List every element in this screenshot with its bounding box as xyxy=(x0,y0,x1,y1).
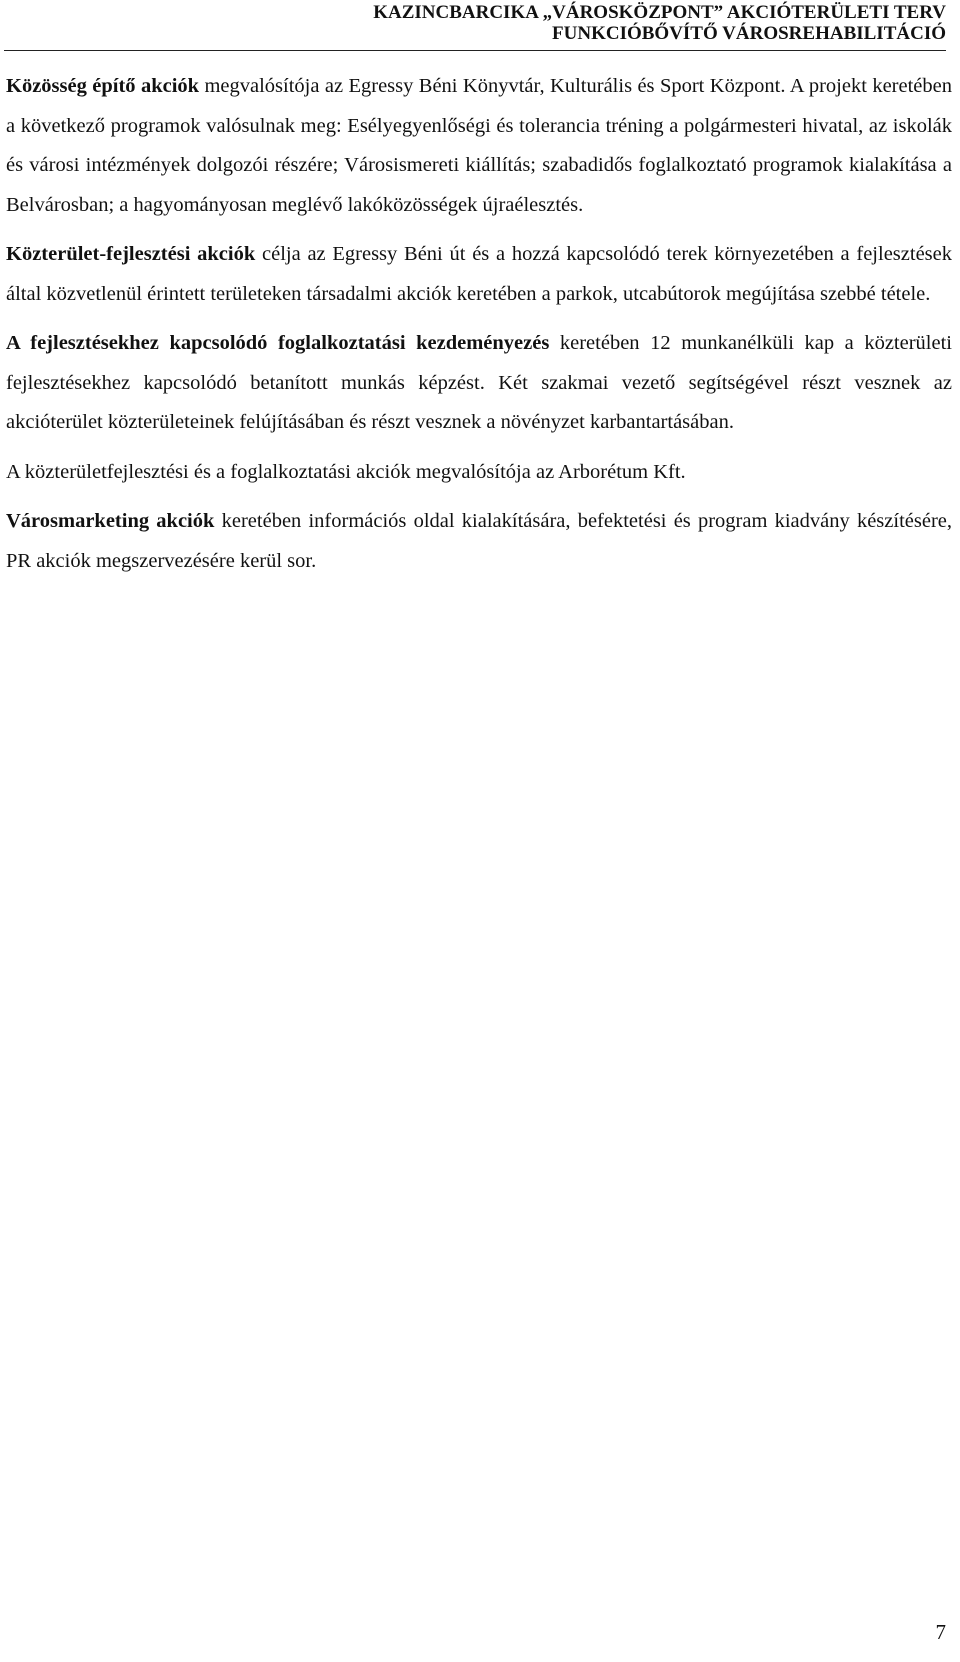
paragraph-text: keretében 12 munkanélküli kap a közterületi fejlesztésekhez kapcsolódó betanított munkás képzést. Két szakmai vezető segítségével részt vesznek az akcióterület közterületeinek felújításában és részt vesznek a növényzet karbantartásában. xyxy=(6,332,952,433)
paragraph-text: célja az Egressy Béni út és a hozzá kapcsolódó terek környezetében a fejlesztések által közvetlenül érintett területeken társadalmi akciók keretében a parkok, utcabútorok megújítása szebbé tétele. xyxy=(6,243,952,305)
paragraph-text: A közterületfejlesztési és a foglalkoztatási akciók megvalósítója az Arborétum Kft. xyxy=(6,460,686,483)
paragraph-employment-initiative xyxy=(6,324,952,443)
header-divider xyxy=(4,50,946,51)
paragraph-text: megvalósítója az Egressy Béni Könyvtár, Kulturális és Sport Központ. A projekt keretében a következő programok valósulnak meg: Esélyegyenlőségi és tolerancia tréning a polgármesteri hivatal, az iskolák és városi intézmények dolgozói részére; Városismereti kiállítás; szabadidős foglalkoztató programok kialakítása a Belvárosban; a hagyományosan meglévő lakóközösségek újraélesztés. xyxy=(6,75,953,216)
header-title-line-1: KAZINCBARCIKA „VÁROSKÖZPONT” AKCIÓTERÜLETI TERV xyxy=(373,2,946,23)
paragraph-lead: A fejlesztésekhez kapcsolódó foglalkoztatási kezdeményezés xyxy=(6,332,550,354)
paragraph-lead: Közösség építő akciók xyxy=(6,75,200,97)
page-header xyxy=(16,2,946,44)
paragraph-text: keretében információs oldal kialakítására, befektetési és program kiadvány készítésére, PR akciók megszervezésére kerül sor. xyxy=(6,510,952,572)
document-body xyxy=(6,67,952,591)
page-number: 7 xyxy=(935,1620,946,1644)
paragraph-lead: Városmarketing akciók xyxy=(6,510,215,532)
paragraph-lead: Közterület-fejlesztési akciók xyxy=(6,243,256,265)
paragraph-public-space-actions xyxy=(6,235,952,314)
paragraph-community-actions xyxy=(6,67,952,225)
paragraph-city-marketing xyxy=(6,502,952,581)
header-title-line-2: FUNKCIÓBŐVÍTŐ VÁROSREHABILITÁCIÓ xyxy=(552,23,946,44)
paragraph-implementer xyxy=(6,453,952,493)
